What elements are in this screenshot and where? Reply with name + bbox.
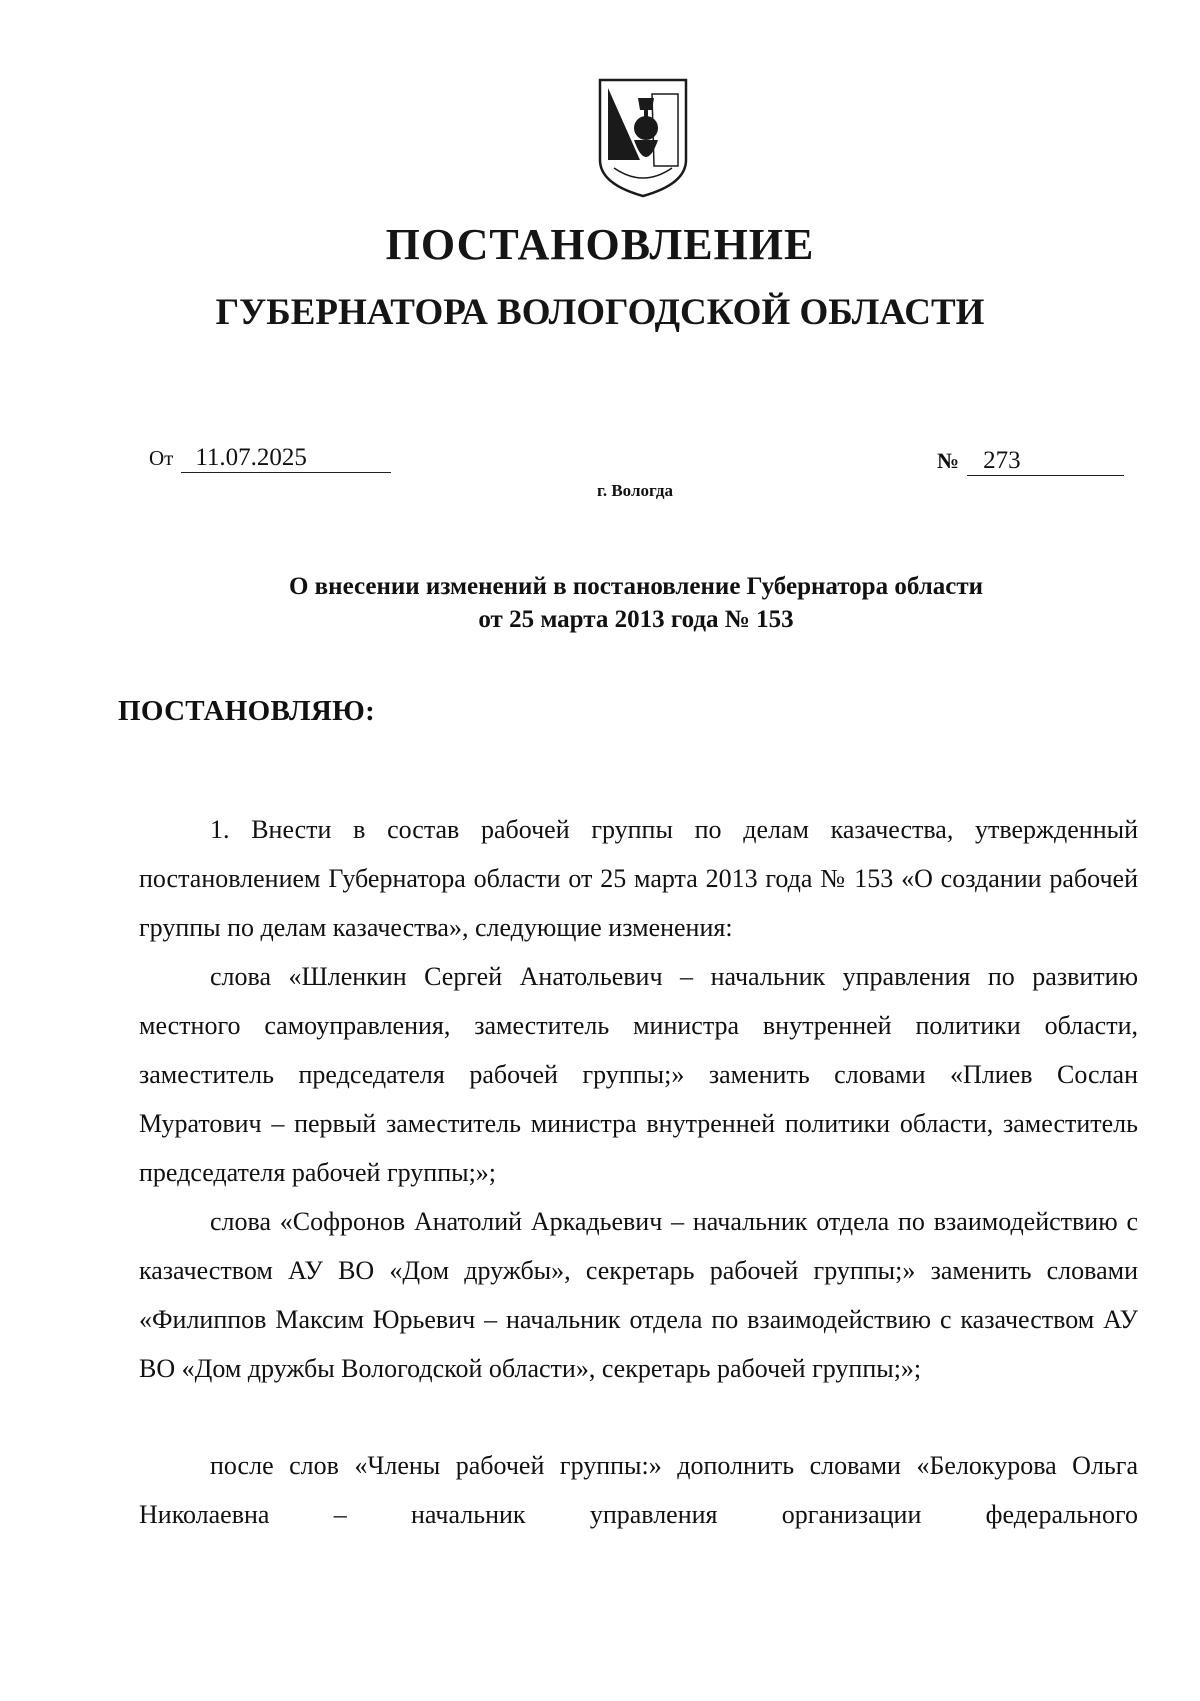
body-paragraph-3: слова «Софронов Анатолий Аркадьевич – начальник отдела по взаимодействию с казачеством АУ ВО «Дом дружбы», секретарь рабочей группы;» заменить словами «Филиппов Максим Юрьевич – начальник отдела по взаимодействию с казачеством АУ ВО «Дом дружбы Вологодской области», секретарь рабочей группы;»;: [139, 1207, 1138, 1383]
decree-word: ПОСТАНОВЛЯЮ:: [118, 695, 376, 727]
document-subject: [0, 570, 1200, 636]
subject-line-1: О внесении изменений в постановление Губернатора области: [288, 573, 984, 600]
document-title: ПОСТАНОВЛЕНИЕ: [385, 220, 815, 269]
body-paragraph-2: слова «Шленкин Сергей Анатольевич – начальник управления по развитию местного самоуправления, заместитель министра внутренней политики области, заместитель председателя рабочей группы;» заменить словами «Плиев Сослан Муратович – первый заместитель министра внутренней политики области, заместитель председателя рабочей группы;»;: [139, 962, 1138, 1187]
date-field: [149, 444, 391, 473]
date-value: 11.07.2025: [181, 444, 391, 473]
city: г. Вологда: [597, 481, 673, 500]
issuing-authority: ГУБЕРНАТОРА ВОЛОГОДСКОЙ ОБЛАСТИ: [215, 292, 985, 333]
body-paragraph-4: после слов «Члены рабочей группы:» дополнить словами «Белокурова Ольга Николаевна – начальник управления организации федерального: [139, 1451, 1138, 1529]
number-field: [937, 447, 1124, 476]
coat-of-arms-emblem: [594, 76, 692, 198]
date-prefix: От: [149, 446, 174, 470]
number-value: 273: [967, 447, 1124, 476]
body-paragraph-1: 1. Внести в состав рабочей группы по делам казачества, утвержденный постановлением Губернатора области от 25 марта 2013 года № 153 «О создании рабочей группы по делам казачества», следующие изменения:: [139, 815, 1138, 942]
subject-line-2: от 25 марта 2013 года № 153: [478, 606, 794, 633]
number-label: №: [937, 448, 960, 473]
